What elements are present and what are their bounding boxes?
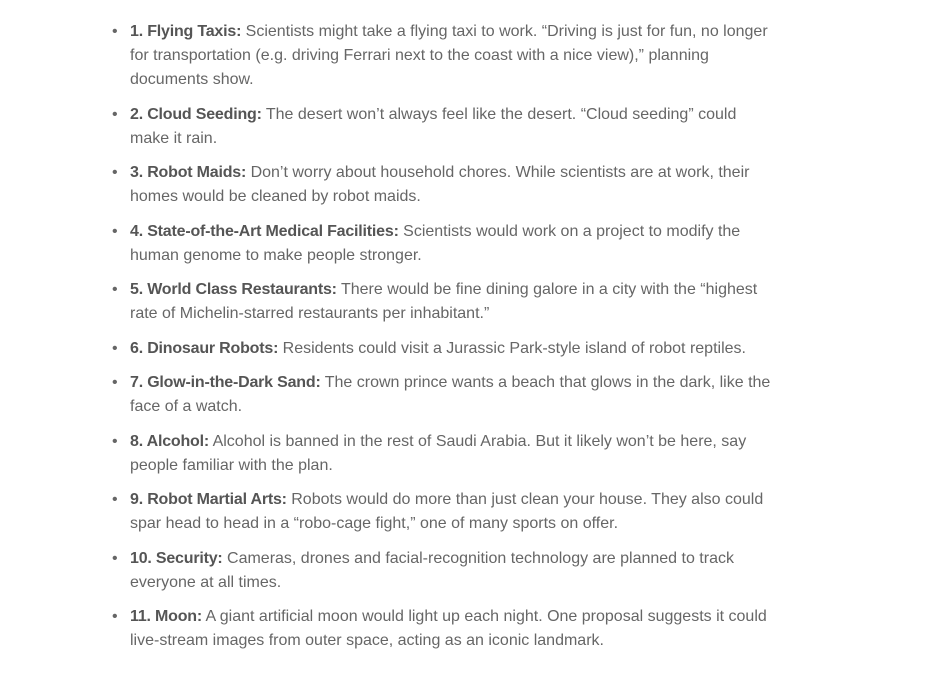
bullet-icon: • — [112, 608, 118, 625]
item-text: Residents could visit a Jurassic Park-style island of robot reptiles. — [278, 339, 746, 357]
item-title: 11. Moon: — [130, 608, 202, 625]
item-text: A giant artificial moon would light up each night. One proposal suggests it could live-stream images from outer space, acting as an iconic landmark. — [130, 608, 767, 649]
item-title: 10. Security: — [130, 549, 223, 567]
item-title: 8. Alcohol: — [130, 432, 209, 450]
item-text: Cameras, drones and facial-recognition technology are planned to track everyone at all times. — [130, 549, 734, 591]
item-title: 4. State-of-the-Art Medical Facilities: — [130, 222, 399, 240]
list-item-dinosaur-robots — [112, 337, 772, 361]
item-text: Don’t worry about household chores. While scientists are at work, their homes would be cleaned by robot maids. — [130, 164, 750, 205]
bullet-icon: • — [112, 23, 118, 40]
item-title: 1. Flying Taxis: — [130, 23, 242, 40]
bullet-icon: • — [112, 549, 118, 567]
item-title: 3. Robot Maids: — [130, 164, 247, 181]
bullet-icon: • — [112, 432, 118, 450]
item-title: 2. Cloud Seeding: — [130, 105, 262, 123]
item-text: The crown prince wants a beach that glows in the dark, like the face of a watch. — [130, 374, 771, 415]
list-item-robot-martial-arts — [112, 488, 772, 536]
article-bullet-list — [112, 20, 772, 664]
item-text: Robots would do more than just clean your house. They also could spar head to head in a “robo-cage fight,” one of many sports on offer. — [130, 491, 764, 532]
item-text: Scientists would work on a project to modify the human genome to make people stronger. — [130, 222, 741, 264]
item-text: There would be fine dining galore in a city with the “highest rate of Michelin-starred restaurants per inhabitant.” — [130, 281, 758, 322]
bullet-icon: • — [112, 164, 118, 181]
bullet-icon: • — [112, 339, 118, 357]
item-text: Scientists might take a flying taxi to work. “Driving is just for fun, no longer for transportation (e.g. driving Ferrari next to the coast with a nice view),” planning documents show. — [130, 23, 768, 88]
item-title: 6. Dinosaur Robots: — [130, 339, 279, 357]
list-item-glow-sand — [112, 371, 772, 419]
list-item-flying-taxis — [112, 20, 772, 92]
list-item-cloud-seeding — [112, 103, 772, 151]
bullet-icon: • — [112, 222, 118, 240]
item-title: 7. Glow-in-the-Dark Sand: — [130, 374, 321, 391]
list-item-medical-facilities — [112, 220, 772, 268]
list-item-security — [112, 547, 772, 595]
list-item-moon — [112, 605, 772, 653]
item-text: Alcohol is banned in the rest of Saudi Arabia. But it likely won’t be here, say people familiar with the plan. — [130, 432, 747, 474]
bullet-icon: • — [112, 491, 118, 508]
item-title: 5. World Class Restaurants: — [130, 281, 337, 298]
list-item-alcohol — [112, 430, 772, 478]
item-text: The desert won’t always feel like the desert. “Cloud seeding” could make it rain. — [130, 105, 737, 147]
item-title: 9. Robot Martial Arts: — [130, 491, 287, 508]
bullet-icon: • — [112, 281, 118, 298]
bullet-icon: • — [112, 374, 118, 391]
list-item-robot-maids — [112, 161, 772, 209]
list-item-restaurants — [112, 278, 772, 326]
bullet-icon: • — [112, 105, 118, 123]
